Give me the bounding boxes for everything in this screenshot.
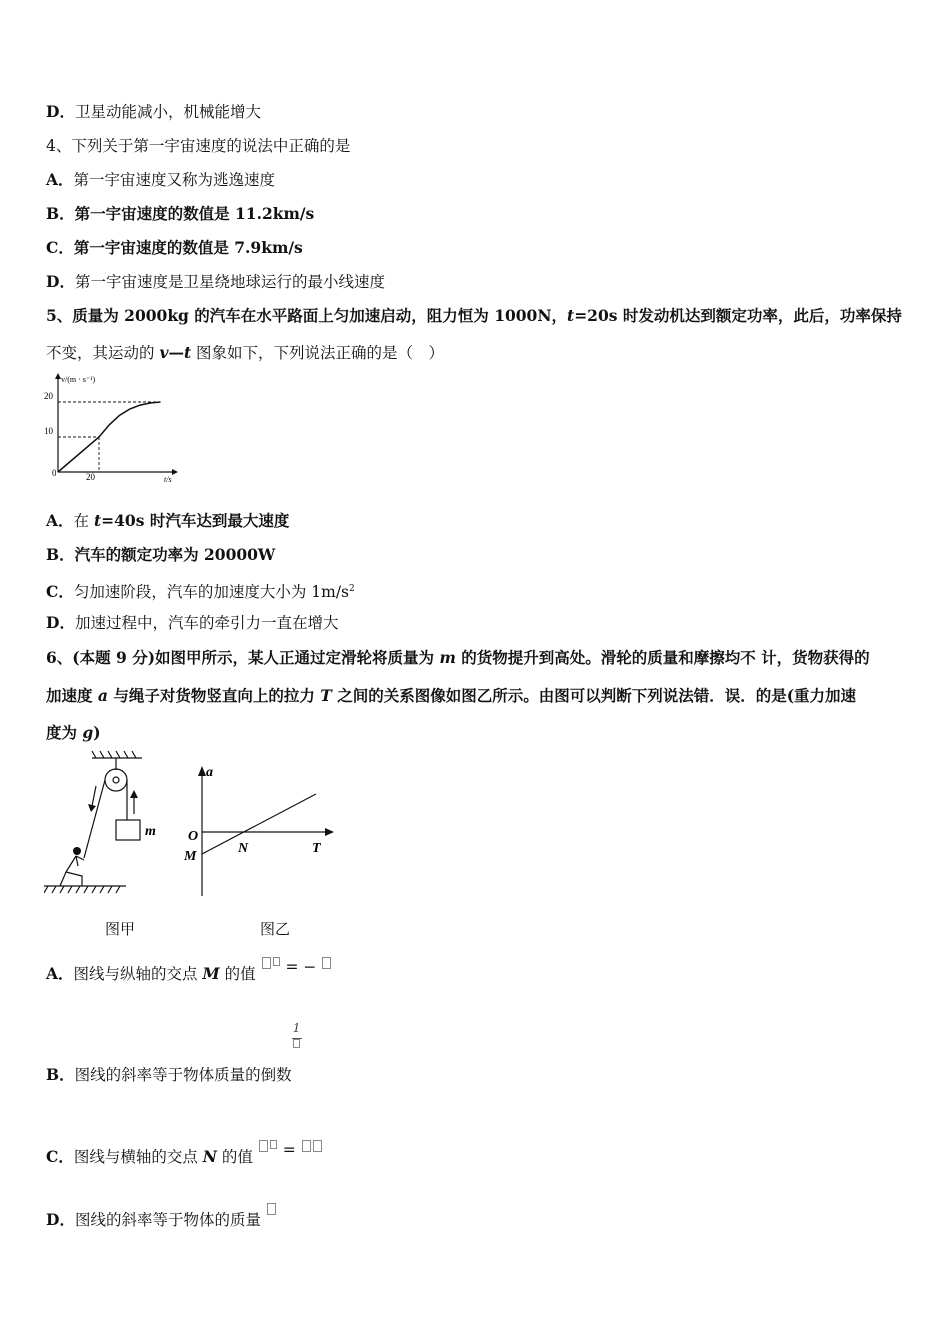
pulley-wheel [105, 769, 127, 791]
option-label: D． [46, 613, 75, 632]
option-label: A． [46, 964, 74, 983]
q6-option-a [46, 958, 332, 984]
x-axis-label: t/s [164, 475, 172, 484]
stem-dash: — [168, 343, 184, 362]
q4-option-a [46, 170, 275, 190]
formula-glyph [273, 957, 280, 966]
option-text: 卫星动能减小，机械能增大 [74, 103, 261, 121]
option-label: C． [46, 1147, 74, 1166]
q6-option-b [46, 1021, 302, 1085]
formula-glyph [322, 957, 331, 969]
option-post: 的值 [219, 965, 261, 983]
q4-option-d [46, 272, 385, 292]
q5-option-a [46, 511, 289, 531]
mass-label: m [145, 824, 156, 839]
option-sup: 2 [349, 584, 355, 594]
q6-stem-line3 [46, 723, 101, 743]
origin-label: 0 [52, 468, 57, 478]
q5-option-b [46, 545, 275, 565]
formula-glyph [302, 1140, 311, 1152]
formula [258, 1141, 323, 1159]
q6-option-c [46, 1141, 323, 1167]
option-label: B． [46, 204, 75, 223]
stem-var-T: T [320, 686, 332, 705]
formula-op: = [282, 1141, 296, 1159]
q4-stem: 4、下列关于第一宇宙速度的说法中正确的是 [46, 137, 351, 155]
q5-stem-line2 [46, 343, 444, 363]
option-pre: 图线与横轴的交点 [73, 1148, 203, 1166]
option-post: 的值 [216, 1148, 258, 1166]
option-var: N [202, 1147, 217, 1166]
fraction-numerator: 1 [292, 1021, 301, 1035]
caption-yi: 图乙 [260, 920, 291, 938]
option-text: 汽车的额定功率为 20000W [74, 545, 276, 564]
option-pre: 在 [73, 512, 94, 530]
option-label: A． [46, 511, 74, 530]
ytick-20: 20 [44, 391, 53, 401]
q5-option-c [46, 579, 355, 602]
option-pre: 图线与纵轴的交点 [73, 965, 203, 983]
formula-glyph [313, 1140, 322, 1152]
option-post: =40s 时汽车达到最大速度 [101, 511, 290, 530]
ytick-10: 10 [44, 426, 53, 436]
stem-part: 的货物提升到高处。滑轮的质量和摩擦均不 计，货物获得的 [455, 648, 870, 667]
pulley-axle [113, 777, 119, 783]
option-text: 图线的斜率等于物体质量的倒数 [74, 1066, 292, 1084]
q6-option-d [46, 1210, 277, 1230]
q4-option-c [46, 238, 303, 258]
option-text: 第一宇宙速度的数值是 7.9km/s [73, 238, 303, 257]
ground-hatch [44, 886, 120, 893]
down-arrow-shaft [92, 786, 96, 806]
caption-jia: 图甲 [105, 920, 136, 938]
point-N-label: N [238, 841, 249, 856]
stem-var-t: t [183, 343, 192, 362]
stem-part: 不变，其运动的 [46, 344, 160, 362]
y-axis-label: v/(m · s⁻¹) [61, 375, 96, 384]
stem-part: 与绳子对货物竖直向上的拉力 [107, 686, 321, 705]
person-body [60, 856, 84, 886]
q6-stem-line1 [46, 648, 870, 668]
option-label: B． [46, 545, 75, 564]
option-label: D． [46, 1210, 75, 1229]
T-axis-label: T [312, 841, 321, 856]
option-text: 加速过程中，汽车的牵引力一直在增大 [74, 614, 339, 632]
q5-option-d [46, 613, 338, 633]
option-text: 第一宇宙速度又称为逃逸速度 [73, 171, 276, 189]
origin-label: O [188, 829, 199, 844]
stem-part: 之间的关系图像如图乙所示。由图可以判断下列说法错．误．的是(重力加速 [331, 686, 857, 705]
q4-option-b [46, 204, 314, 224]
formula-op: = − [285, 958, 317, 976]
option-text: 第一宇宙速度的数值是 11.2km/s [74, 204, 315, 223]
stem-part: 图象如下，下列说法正确的是（ ） [191, 344, 445, 362]
formula-glyph [259, 1140, 268, 1152]
figure-yi-graph [182, 760, 342, 910]
person-head [73, 847, 81, 855]
down-arrow-head [88, 804, 96, 812]
option-label: D． [46, 272, 75, 291]
up-arrow-head [130, 790, 138, 798]
stem-var-a: a [97, 686, 108, 705]
q3-option-d [46, 102, 261, 122]
option-text: 第一宇宙速度是卫星绕地球运行的最小线速度 [74, 273, 385, 291]
option-var: M [202, 964, 220, 983]
formula-glyph [270, 1140, 277, 1149]
T-axis-arrow [325, 828, 334, 836]
stem-var-g: g [82, 723, 94, 742]
ceiling-hatch [92, 751, 136, 758]
option-text: 匀加速阶段，汽车的加速度大小为 1m/s [73, 583, 350, 602]
figure-jia-pulley [44, 748, 174, 898]
q5-stem-line1 [46, 306, 902, 326]
option-text: 图线的斜率等于物体的质量 [74, 1211, 261, 1229]
point-M-label: M [184, 849, 197, 864]
fraction-denominator [293, 1039, 300, 1048]
formula-glyph [267, 1203, 276, 1215]
x-axis-arrow [172, 469, 178, 475]
stem-part: 5、质量为 2000kg 的汽车在水平路面上匀加速启动，阻力恒为 1000N， [46, 306, 568, 325]
option-label: C． [46, 238, 74, 257]
stem-part: =20s 时发动机达到额定功率，此后，功率保持 [574, 306, 902, 325]
formula [261, 958, 333, 976]
a-axis-arrow [198, 766, 206, 776]
stem-var-v: v [159, 343, 169, 362]
stem-part: 加速度 [46, 686, 98, 705]
option-label: D． [46, 102, 75, 121]
option-label: C． [46, 582, 74, 602]
box [116, 820, 140, 840]
option-var: t [93, 511, 102, 530]
stem-var-m: m [439, 648, 456, 667]
option-label: A． [46, 170, 74, 189]
option-label: B． [46, 1065, 75, 1084]
vt-chart [44, 370, 184, 485]
stem-part: 度为 [46, 723, 83, 742]
stem-part: ) [93, 723, 101, 742]
stem-part: 6、(本题 9 分)如图甲所示，某人正通过定滑轮将质量为 [46, 648, 440, 667]
fraction [292, 1018, 302, 1059]
xtick-20: 20 [86, 472, 95, 482]
formula-glyph [262, 957, 271, 969]
stem-var-t: t [567, 306, 575, 325]
a-axis-label: a [206, 765, 213, 780]
q6-stem-line2 [46, 686, 856, 706]
graph-line [202, 794, 316, 854]
